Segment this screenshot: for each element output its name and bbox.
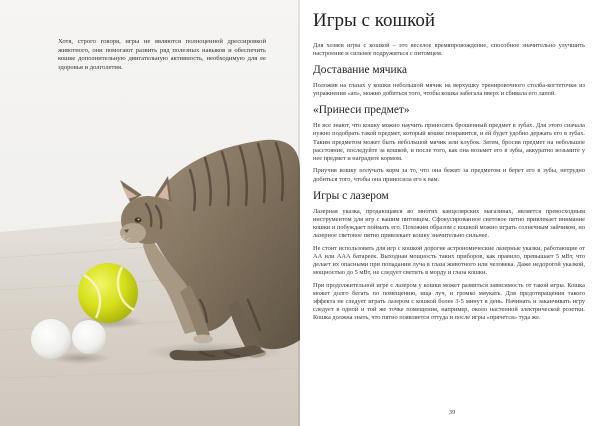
intro-paragraph: Для хозяев игры с кошкой – это веселое времяпровождение, способное значительно улучшить настроение и сильнее подружиться с питомцем.: [313, 42, 585, 58]
paragraph: Не все знают, что кошку можно научить приносить брошенный предмет в зубах. Для этого сначала нужно подобрать такой предмет, который кошке понравится, и ей будет удобно держать его в зубах. Таким предметом может быть небольшой мячик или клубок. Затем, бросив предмет на небольшое расстояние, последуйте за кошкой, и после того, как она возьмет его в зубы, аккуратно возьмите у нее предмет и наградите кормом.: [313, 122, 585, 162]
page-number: 39: [448, 409, 456, 416]
section-title-fetch: «Принеси предмет»: [313, 104, 410, 117]
article: [313, 10, 585, 327]
tennis-ball: [78, 263, 138, 323]
paragraph: Приучив кошку получать корм за то, что она бежит за предметом и берет его в зубы, нетрудно добиться того, чтобы она приносила его к вам.: [313, 167, 585, 183]
section-title-laser: Игры с лазером: [313, 189, 389, 202]
paragraph: При продолжительной игре с лазером у кошки может развиться зависимость от такой игры. Кошка может долго бегать по помещению, ища луч, и громко мяукать. Для предотвращения такого эффекта не следует играть лазером с кошкой более 3-5 минут в день. Начинать и заканчивать игру следует в одной и той же точке помещения, например, около настенной электрической розетки. Кошка должна знать, что пятно появляется оттуда и после игры «прячется» туда же.: [313, 281, 585, 321]
section-title-ball: Доставание мячика: [313, 64, 408, 77]
paragraph: Положив на глазах у кошки небольшой мячик на верхушку тренировочного столба-когтеточки из упражнения «ап», можно добиться того, чтобы кошка забегала вверх и сбивала его лапой.: [313, 82, 585, 98]
right-page: [300, 0, 604, 426]
left-page: [0, 0, 300, 426]
paragraph: Лазерная указка, продающаяся во многих канцелярских магазинах, является превосходным инструментом для игр с вашим питомцем. Сфокусированное световое пятно привлекает внимание кошки и побуждает поймать его. Похожим образом с кошкой можно играть солнечным зайчиком, но лазерное световое пятно привлекает кошку значительно сильнее.: [313, 207, 585, 239]
page-title: Игры с кошкой: [313, 10, 436, 31]
paragraph: Не стоит использовать для игр с кошкой дорогие астрономические лазерные указки, работающие от АА или ААА батареек. Выходная мощность таких приборов, как правило, превышает 5 мВт, что делает их опасными при попадании луча в глаза животного или человека. Даже недорогой указкой, мощностью до 5 мВт, не следует светить в морду и глаза кошки.: [313, 244, 585, 276]
left-intro-text: Хотя, строго говоря, игры не являются полноценной дрессировкой животного, они помогают развить ряд полезных навыков и обеспечить кошке дополнительную двигательную активность, необходимую для ее здоровья и долголетия.: [58, 38, 266, 71]
